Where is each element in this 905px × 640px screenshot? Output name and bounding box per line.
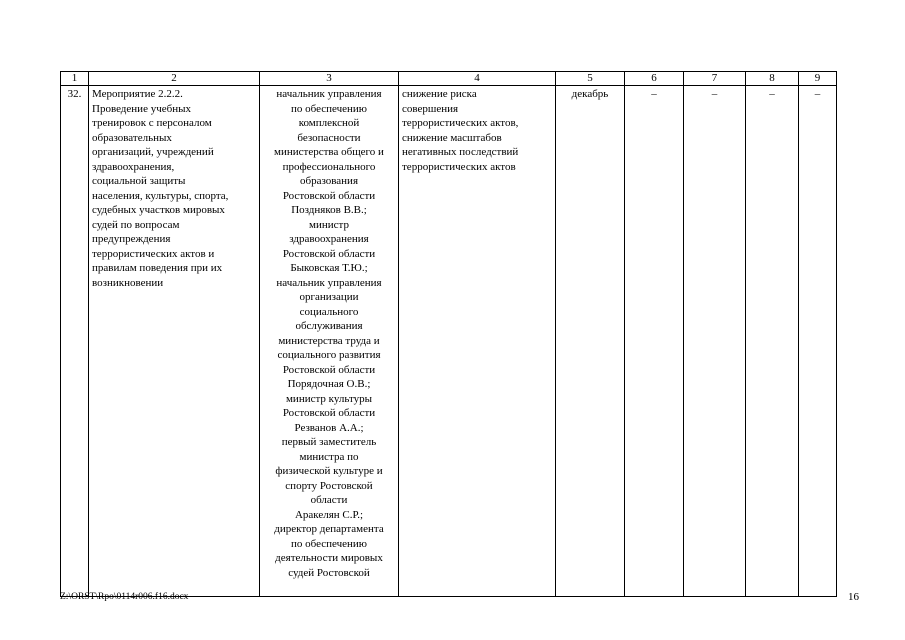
text-line: безопасности xyxy=(297,131,361,144)
col9-cell: – xyxy=(799,86,837,597)
header-col-4: 4 xyxy=(399,72,556,86)
text-line: населения, культуры, спорта, xyxy=(92,189,229,202)
text-line: судей Ростовской xyxy=(288,566,370,579)
header-col-9: 9 xyxy=(799,72,837,86)
text-line: профессионального xyxy=(282,160,376,173)
text-line: Ростовской области xyxy=(282,247,376,260)
text-line: тренировок с персоналом xyxy=(92,117,212,129)
text-line: начальник управления xyxy=(276,88,382,100)
text-line: возникновении xyxy=(92,276,164,289)
header-col-8: 8 xyxy=(746,72,799,86)
header-col-3: 3 xyxy=(260,72,399,86)
text-line: по обеспечению xyxy=(290,537,368,550)
responsible-text xyxy=(263,87,395,580)
col6-cell: – xyxy=(625,86,684,597)
result-cell xyxy=(399,86,556,597)
text-line: организации xyxy=(299,291,359,303)
text-line: снижение риска xyxy=(402,88,477,100)
text-line: здравоохранения xyxy=(289,233,369,245)
text-line: Резванов А.А.; xyxy=(294,421,364,434)
file-path-footer: Z:\ORST\Rpo\0114r006.f16.docx xyxy=(60,592,189,602)
header-col-2: 2 xyxy=(89,72,260,86)
result-text xyxy=(402,87,552,174)
text-line: социальной защиты xyxy=(92,175,186,187)
text-line: министерства труда и xyxy=(278,334,380,347)
table-row xyxy=(61,86,837,597)
header-col-1: 1 xyxy=(61,72,89,86)
text-line: террористических актов и xyxy=(92,247,215,260)
row-number-cell: 32. xyxy=(61,86,89,597)
text-line: министр культуры xyxy=(285,392,373,405)
header-col-7: 7 xyxy=(684,72,746,86)
activities-table xyxy=(60,71,837,597)
text-line: спорту Ростовской xyxy=(285,479,373,492)
text-line: Ростовской области xyxy=(282,363,376,376)
text-line: министра по xyxy=(299,450,359,463)
text-line: организаций, учреждений xyxy=(92,146,214,158)
text-line: террористических актов, xyxy=(402,117,519,129)
text-line: предупреждения xyxy=(92,233,171,245)
text-line: обслуживания xyxy=(295,320,363,332)
responsible-cell xyxy=(260,86,399,597)
text-line: директор департамента xyxy=(274,523,384,535)
text-line: Ростовской области xyxy=(282,407,376,419)
text-line: правилам поведения при их xyxy=(92,262,223,274)
col8-cell: – xyxy=(746,86,799,597)
text-line: негативных последствий xyxy=(402,146,519,158)
text-line: области xyxy=(310,494,348,506)
deadline-cell: декабрь xyxy=(556,86,625,597)
text-line: образования xyxy=(299,175,359,187)
text-line: Проведение учебных xyxy=(92,102,191,115)
text-line: Мероприятие 2.2.2. xyxy=(92,88,183,100)
text-line: Аракелян С.Р.; xyxy=(294,508,364,521)
page-number: 16 xyxy=(848,591,859,603)
text-line: физической культуре и xyxy=(275,465,383,477)
text-line: социального развития xyxy=(277,349,381,361)
header-col-6: 6 xyxy=(625,72,684,86)
text-line: министерства общего и xyxy=(274,146,384,158)
header-row xyxy=(61,72,837,86)
text-line: снижение масштабов xyxy=(402,131,502,144)
activity-text xyxy=(92,87,256,290)
text-line: социального xyxy=(299,305,359,318)
text-line: Порядочная О.В.; xyxy=(287,378,371,390)
text-line: судебных участков мировых xyxy=(92,204,225,216)
text-line: террористических актов xyxy=(402,160,516,173)
text-line: здравоохранения, xyxy=(92,160,175,173)
text-line: образовательных xyxy=(92,131,172,144)
text-line: деятельности мировых xyxy=(275,552,383,564)
text-line: Быковская Т.Ю.; xyxy=(290,262,368,274)
text-line: Поздняков В.В.; xyxy=(291,204,367,216)
text-line: комплексной xyxy=(298,117,360,129)
text-line: судей по вопросам xyxy=(92,218,180,231)
text-line: по обеспечению xyxy=(290,102,368,115)
text-line: Ростовской области xyxy=(282,189,376,202)
col7-cell: – xyxy=(684,86,746,597)
text-line: первый заместитель xyxy=(281,436,377,448)
text-line: начальник управления xyxy=(276,276,382,289)
text-line: министр xyxy=(309,218,349,231)
activity-cell xyxy=(89,86,260,597)
header-col-5: 5 xyxy=(556,72,625,86)
text-line: совершения xyxy=(402,102,459,115)
